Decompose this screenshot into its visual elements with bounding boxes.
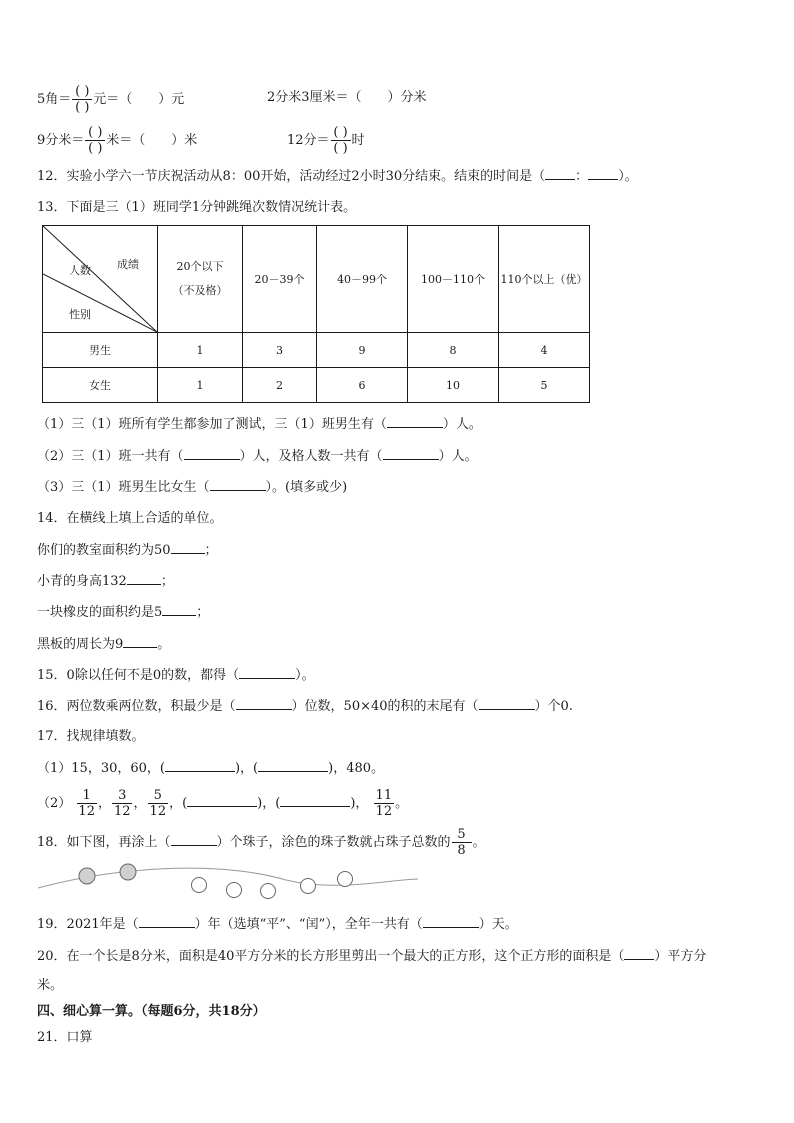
q14-l2-blank[interactable] [127, 571, 161, 585]
fraction-denominator: 12 [78, 804, 95, 819]
section-4-heading: 四、细心算一算。（每题6分，共18分） [37, 1004, 266, 1019]
table-cell: 5 [499, 368, 590, 403]
table-col-header: 110个以上（优） [499, 226, 590, 333]
table-cell: 2 [243, 368, 317, 403]
table-cell: 10 [408, 368, 499, 403]
q18-fraction [452, 827, 472, 858]
table-col-header: 20－39个 [243, 226, 317, 333]
q14-l1-blank[interactable] [171, 540, 205, 554]
bead-unshaded [261, 884, 276, 899]
q20-text: 20．在一个长是8分米，面积是40平方分米的长方形里剪出一个最大的正方形，这个正方形的面积是（ [37, 949, 625, 964]
q11-c-left: 9分米＝ [37, 133, 85, 148]
fraction-denominator: 12 [149, 804, 167, 819]
q12-sep: ： [575, 169, 589, 184]
q16-text: 16．两位数乘两位数，积最少是（ [37, 699, 236, 714]
q18 [37, 826, 486, 860]
q17-p2-blank-1[interactable] [187, 793, 257, 807]
bead-shaded [120, 864, 136, 880]
q12-text: 12．实验小学六一节庆祝活动从8：00开始，活动经过2小时30分结束。结束的时间是（ [37, 169, 546, 184]
q14-line-2 [37, 571, 174, 592]
q11-d-unit: 时 [351, 133, 365, 148]
q15 [37, 665, 315, 686]
q17-fraction-last [374, 788, 395, 819]
q17-p1-blank-1[interactable] [165, 758, 235, 772]
bead-unshaded [227, 883, 242, 898]
q19 [37, 914, 518, 935]
q11-b[interactable]: 2分米3厘米＝（ ）分米 [267, 90, 427, 105]
q13-p1-end: ）人。 [442, 417, 482, 432]
q20 [37, 946, 706, 967]
q13-part3 [37, 477, 347, 498]
q11-line-2 [37, 125, 197, 156]
q17-p1-blank-2[interactable] [258, 758, 328, 772]
q17-p2-label: （2） [37, 796, 72, 811]
fraction-numerator[interactable]: ( ) [72, 84, 92, 100]
table-row [43, 333, 590, 368]
table-cell: 9 [317, 333, 408, 368]
q17-p2-blank-2[interactable] [280, 793, 350, 807]
q14-l3-text: 一块橡皮的面积约是5 [37, 605, 163, 620]
q12-minute-blank[interactable] [588, 166, 618, 180]
q17-p2-sep: )，( [257, 796, 281, 811]
q11-a-answer[interactable]: 元＝（ ）元 [93, 92, 185, 107]
q13-part1 [37, 414, 482, 435]
col1-line1: 20个以下 [176, 260, 224, 273]
q11-d-left: 12分＝ [287, 133, 330, 148]
q19-mid: ）年（选填“平”、“闰”），全年一共有（ [194, 917, 423, 932]
q16 [37, 696, 573, 717]
q17-p2-sep: ，( [169, 796, 188, 811]
q17-part2 [37, 787, 408, 821]
q19-year-type-blank[interactable] [139, 914, 195, 928]
q17-fraction [76, 788, 97, 819]
q19-days-blank[interactable] [423, 914, 479, 928]
q17-part1 [37, 758, 384, 779]
col1-line2: （不及格） [172, 284, 228, 297]
fraction-numerator: 3 [112, 788, 132, 804]
bead-unshaded [192, 878, 207, 893]
q14-l4-text: 黑板的周长为9 [37, 637, 124, 652]
table-cell: 8 [408, 333, 499, 368]
q15-text: 15．0除以任何不是0的数，都得（ [37, 668, 240, 683]
row-label: 女生 [43, 368, 158, 403]
comma: ， [133, 796, 147, 811]
bead-string-figure [36, 862, 426, 902]
table-cell: 4 [499, 333, 590, 368]
diagonal-lines [43, 226, 157, 332]
fraction-numerator: 5 [148, 788, 168, 804]
fraction-numerator: 11 [375, 788, 393, 803]
q14-semicolon: ； [204, 543, 218, 558]
q19-text: 19．2021年是（ [37, 917, 139, 932]
q11-c-answer[interactable]: 米＝（ ）米 [106, 133, 198, 148]
table-cell: 3 [243, 333, 317, 368]
q17-p2-end: 。 [395, 796, 409, 811]
q20-blank[interactable] [624, 946, 654, 960]
q12-end: ）。 [618, 169, 638, 184]
jump-rope-table [42, 225, 590, 403]
fraction-denominator: 8 [457, 843, 466, 858]
table-corner-cell [43, 226, 158, 333]
q13-p3-text: （3）三（1）班男生比女生（ [37, 480, 210, 495]
q12 [37, 166, 638, 187]
q20-mid: ）平方分 [654, 949, 707, 964]
q14-line-4 [37, 634, 170, 655]
q12-hour-blank[interactable] [545, 166, 575, 180]
q17-fraction [112, 788, 133, 819]
q19-end: ）天。 [478, 917, 518, 932]
fraction-denominator[interactable]: ( ) [75, 100, 90, 115]
q16-zeros-blank[interactable] [479, 696, 535, 710]
q20-cont: 米。 [37, 978, 64, 993]
q14-line-3 [37, 602, 209, 623]
q14-period: 。 [157, 637, 171, 652]
corner-label-count: 人数 [69, 264, 91, 277]
row-label: 男生 [43, 333, 158, 368]
corner-label-gender: 性别 [69, 308, 91, 321]
q13-title: 13．下面是三（1）班同学1分钟跳绳次数情况统计表。 [37, 200, 357, 215]
q13-p1-text: （1）三（1）班所有学生都参加了测试，三（1）班男生有（ [37, 417, 387, 432]
q11-a-fraction [72, 84, 92, 115]
q13-p1-blank[interactable] [387, 414, 443, 428]
q13-p3-blank[interactable] [210, 477, 266, 491]
fraction-denominator[interactable]: ( ) [88, 141, 103, 156]
table-cell: 1 [158, 368, 243, 403]
table-cell: 6 [317, 368, 408, 403]
q16-end: ）个0. [534, 699, 573, 714]
q14-title: 14．在横线上填上合适的单位。 [37, 511, 223, 526]
q17-p1-text: （1）15，30，60，( [37, 761, 165, 776]
table-cell: 1 [158, 333, 243, 368]
bead-shaded [79, 868, 95, 884]
q17-fraction [148, 788, 169, 819]
fraction-numerator: 1 [77, 788, 97, 804]
fraction-numerator: 5 [452, 827, 472, 843]
table-row [43, 368, 590, 403]
table-col-header: 40－99个 [317, 226, 408, 333]
q13-p2-total-blank[interactable] [184, 446, 240, 460]
q15-blank[interactable] [239, 665, 295, 679]
q15-end: ）。 [295, 668, 315, 683]
q17-p1-end: )，480。 [328, 761, 385, 776]
fraction-denominator: 12 [375, 804, 393, 819]
bead-unshaded [301, 879, 316, 894]
fraction-numerator[interactable]: ( ) [331, 125, 351, 141]
q11-d-fraction [331, 125, 351, 156]
q18-blank[interactable] [171, 832, 217, 846]
q14-semicolon: ； [196, 605, 210, 620]
q13-p2-end: ）人。 [438, 449, 478, 464]
q14-l4-blank[interactable] [123, 634, 157, 648]
q13-p2-mid: ）人，及格人数一共有（ [239, 449, 383, 464]
q14-l3-blank[interactable] [162, 602, 196, 616]
q11-d [287, 125, 365, 156]
q13-p3-end: ）。(填多或少) [265, 480, 348, 495]
comma: ， [97, 796, 111, 811]
q14-semicolon: ； [160, 574, 174, 589]
fraction-denominator[interactable]: ( ) [333, 141, 348, 156]
q14-line-1 [37, 540, 218, 561]
q18-mid: ）个珠子，涂色的珠子数就占珠子总数的 [216, 835, 451, 850]
q11-c-fraction [85, 125, 105, 156]
q13-p2-pass-blank[interactable] [383, 446, 439, 460]
q13-p2-text: （2）三（1）班一共有（ [37, 449, 184, 464]
corner-label-score: 成绩 [117, 258, 139, 271]
q14-l1-text: 你们的教室面积约为50 [37, 543, 171, 558]
q11-a-left: 5角＝ [37, 92, 72, 107]
q17-p2-sep: )， [350, 796, 369, 811]
q16-digits-blank[interactable] [236, 696, 292, 710]
bead-unshaded [338, 872, 353, 887]
q11-line-1 [37, 84, 184, 115]
table-header-row [43, 226, 590, 333]
q18-text: 18．如下图，再涂上（ [37, 835, 171, 850]
q17-p1-sep: )，( [234, 761, 259, 776]
q21: 21．口算 [37, 1030, 93, 1045]
fraction-numerator[interactable]: ( ) [85, 125, 105, 141]
q13-part2 [37, 446, 478, 467]
table-col-header [158, 226, 243, 333]
q18-end: 。 [472, 835, 486, 850]
q17-title: 17．找规律填数。 [37, 729, 145, 744]
q16-mid: ）位数，50×40的积的末尾有（ [291, 699, 479, 714]
table-col-header: 100－110个 [408, 226, 499, 333]
q14-l2-text: 小青的身高132 [37, 574, 127, 589]
fraction-denominator: 12 [113, 804, 131, 819]
